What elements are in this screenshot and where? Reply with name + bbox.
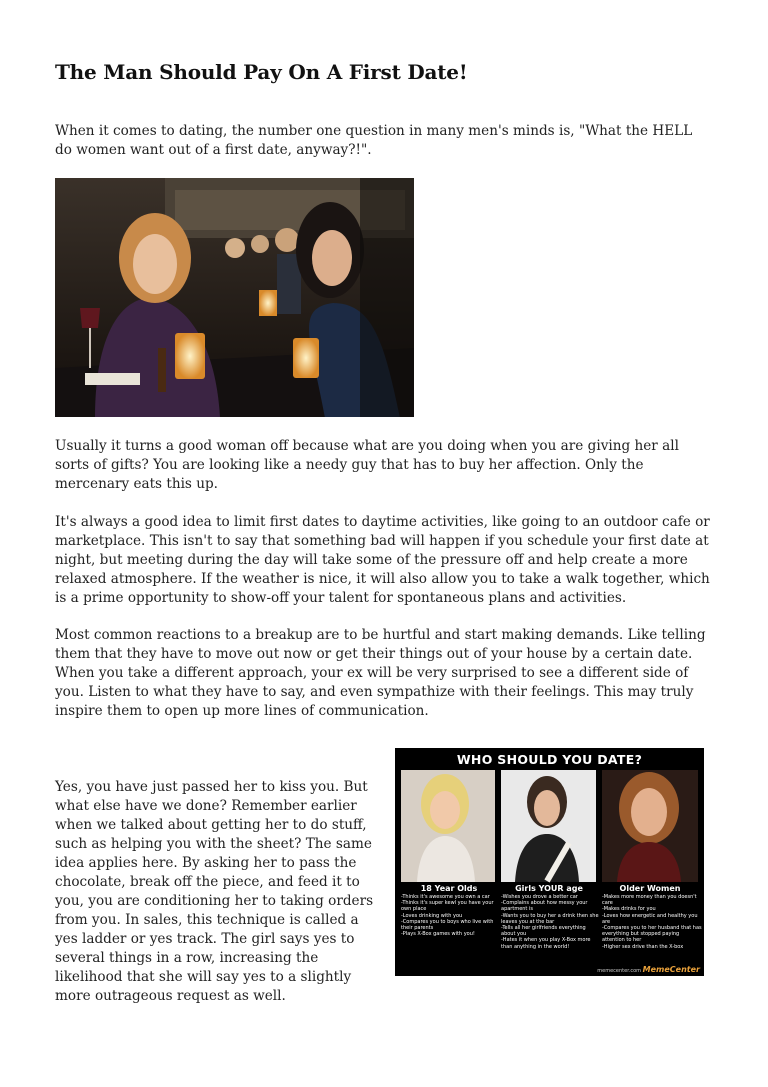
meme-watermark <box>597 965 700 974</box>
page-title: The Man Should Pay On A First Date! <box>55 60 468 84</box>
who-should-you-date-meme <box>395 748 704 976</box>
paragraph: Usually it turns a good woman off because what are you doing when you are giving her all sorts of gifts? You are looking like a needy guy that has to buy her affection. Only the mercenary eats this up. <box>55 438 679 492</box>
column-text-girls-your-age: -Wishes you drove a better car -Complains about how messy your apartment is -Wants you to buy her a drink then she leaves you at the bar -Tells all her girlfriends everything about you -Hates it when you play X-Box more than anything in the world! <box>501 894 599 950</box>
column-label-18-year-olds: 18 Year Olds <box>420 884 478 893</box>
paragraph: Yes, you have just passed her to kiss you. But what else have we done? Remember earlier when we talked about getting her to do stuff, such as helping you with the sheet? The same idea applies here. By asking her to pass the chocolate, break off the piece, and feed it to you, you are conditioning her to taking orders from you. In sales, this technique is called a yes ladder or yes track. The girl says yes to several things in a row, increasing the likelihood that she will say yes to a slightly more outrageous request as well. <box>55 779 374 1004</box>
meme-site: memecenter.com <box>597 968 642 974</box>
column-text-18-year-olds: -Thinks it's awesome you own a car -Thinks it's super kewl you have your own place -Loves drinking with you -Compares you to boys who live with their parents -Plays X-Box games with you! <box>401 894 494 938</box>
intro-paragraph: When it comes to dating, the number one question in many men's minds is, "What the HELL do women want out of a first date, anyway?!". <box>55 123 693 158</box>
first-date-photo <box>55 178 414 417</box>
paragraph: Most common reactions to a breakup are to be hurtful and start making demands. Like telling them that they have to move out now or get their things out of your house by a certain date. When you take a different approach, your ex will be very surprised to see a different side of you. Listen to what they have to say, and even sympathize with their feelings. This may truly inspire them to open up more lines of communication. <box>55 627 706 719</box>
column-text-older-women: -Makes more money than you doesn't care -Makes drinks for you -Loves how energetic and healthy you are -Compares you to her husband that has everything but stopped paying attention to her -Higher sex drive than the X-box <box>602 894 702 950</box>
column-label-girls-your-age: Girls YOUR age <box>515 884 583 893</box>
meme-title: WHO SHOULD YOU DATE? <box>456 752 643 767</box>
paragraph: It's always a good idea to limit first dates to daytime activities, like going to an outdoor cafe or marketplace. This isn't to say that something bad will happen if you schedule your first date at night, but meeting during the day will take some of the pressure off and help create a more relaxed atmosphere. If the weather is nice, it will also allow you to take a walk together, which is a prime opportunity to show-off your talent for spontaneous plans and activities. <box>55 514 710 606</box>
meme-brand-logo: MemeCenter <box>642 965 700 974</box>
column-label-older-women: Older Women <box>619 884 681 893</box>
